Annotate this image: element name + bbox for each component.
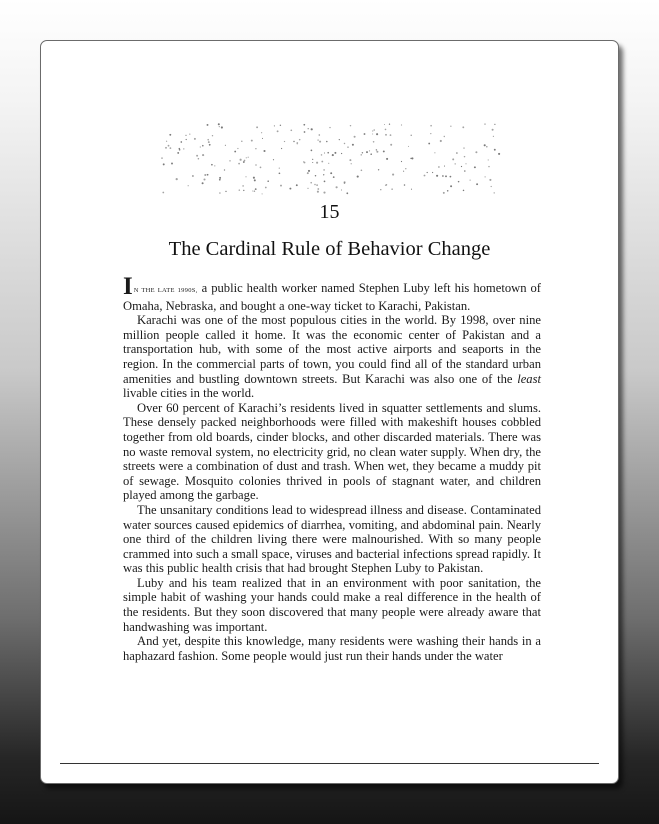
paragraph: Luby and his team realized that in an environment with poor sanitation, the simple habit of washing your hands could make a real difference in the health of the residents. But they soon discovered that many people were already aware that handwashing was important. [123,575,541,634]
drop-cap: I [123,273,133,300]
chapter-title: The Cardinal Rule of Behavior Change [168,238,491,260]
paragraph-text: Karachi was one of the most populous cities in the world. By 1998, over nine million people called it home. It was the economic center of Pakistan and a transportation hub, with some of the most active airports and seaports in the region. In the commercial parts of town, you could find all of the standard urban amenities and bustling downtown streets. But Karachi was also one of the [123,313,541,386]
footer-rule [60,763,599,764]
opening-smallcaps: N THE LATE 1990S, [133,287,198,294]
paragraph: Over 60 percent of Karachi’s residents lived in squatter settlements and slums. These densely packed neighborhoods were filled with makeshift houses cobbled together from old boards, cinder blocks, and other discarded materials. There was no waste removal system, no electricity grid, no clean water supply. When dry, the streets were a combination of dust and trash. When wet, they became a muddy pit of sewage. Mosquito colonies thrived in pools of stagnant water, and children played among the garbage. [123,400,541,503]
paragraph: And yet, despite this knowledge, many residents were washing their hands in a haphazard fashion. Some people would just run their hands under the water [123,634,541,663]
chapter-ornament [159,121,505,199]
paragraph: The unsanitary conditions lead to widespread illness and disease. Contaminated water sources caused epidemics of diarrhea, vomiting, and abdominal pain. Nearly one third of the children living there were malnourished. With so many people crammed into such a small space, viruses and bacterial infections spread rapidly. It was this public health crisis that had brought Stephen Luby to Pakistan. [123,502,541,576]
paragraph [123,313,541,401]
opening-text: a public health worker named Stephen Luby left his hometown of Omaha, Nebraska, and bought a one-way ticket to Karachi, Pakistan. [123,281,541,313]
emphasis-text: least [517,371,541,386]
chapter-body [123,273,541,663]
paragraph-text: livable cities in the world. [123,386,255,401]
book-page [40,40,619,784]
chapter-number: 15 [319,201,340,223]
opening-paragraph [123,273,541,313]
